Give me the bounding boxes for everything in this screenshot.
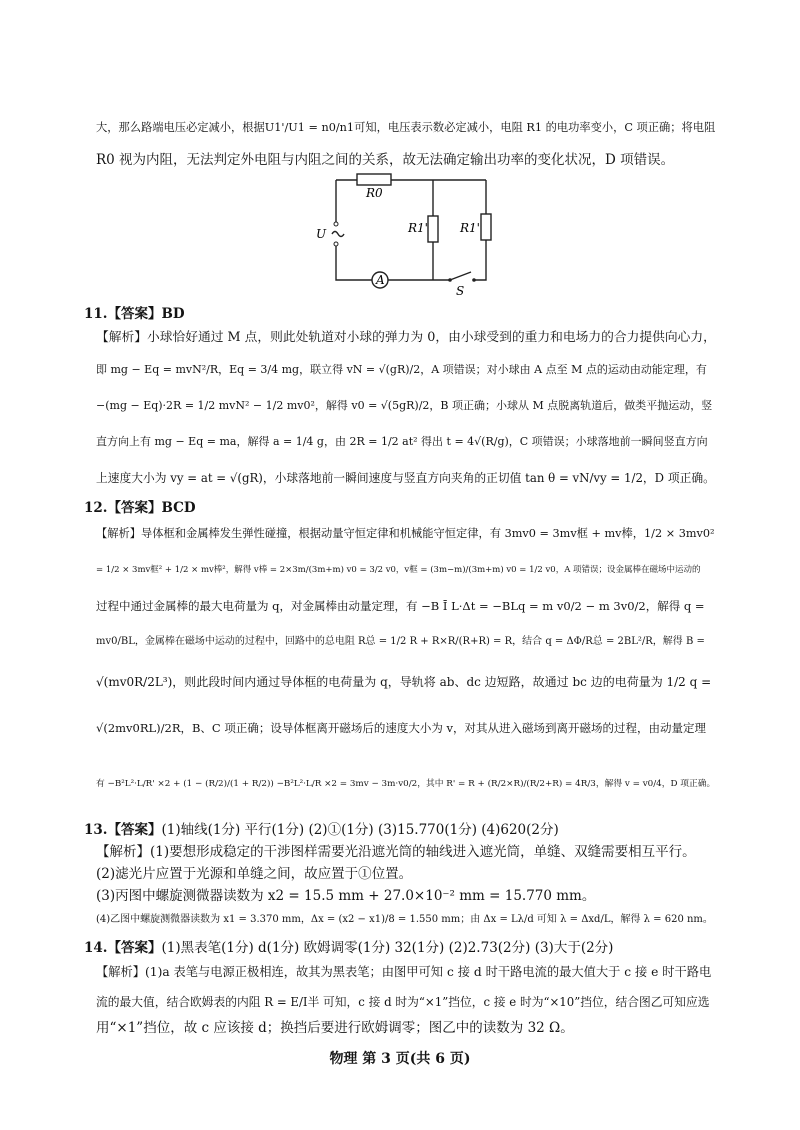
- q14-answer-values: (1)黑表笔(1分) d(1分) 欧姆调零(1分) 32(1分) (2)2.73(2分) (3)大于(2分): [161, 940, 614, 956]
- q13-answer-values: (1)轴线(1分) 平行(1分) (2)①(1分) (3)15.770(1分) (4)620(2分): [161, 822, 559, 838]
- label-u: U: [316, 227, 327, 241]
- q14-line-3: 用“×1”挡位，故 c 应该接 d；换挡后要进行欧姆调零；图乙中的读数为 32 Ω。: [96, 1020, 574, 1036]
- resistor-r0: [357, 174, 391, 185]
- q11-line-2: 即 mg − Eq = mvN²/R，Eq = 3/4 mg，联立得 vN = √(gR)/2，A 项错误；对小球由 A 点至 M 点的运动由动能定理，有: [96, 363, 707, 376]
- q12-line-7: 有 −B²L²·L/R' ×2 + (1 − (R/2)/(1 + R/2)) −B²L²·L/R ×2 = 3mv − 3m·v0/2，其中 R' = R + (R/2×R)/(R/2+R) = 4R/3，解得 v = v0/4，D 项正确。: [96, 779, 716, 789]
- q10-line-1: 大，那么路端电压必定减小，根据U1'/U1 = n0/n1可知，电压表示数必定减小，电阻 R1 的电功率变小，C 项正确；将电阻: [96, 121, 716, 134]
- q11-line-3: −(mg − Eq)·2R = 1/2 mvN² − 1/2 mv0²，解得 v0 = √(5gR)/2，B 项正确；小球从 M 点脱离轨道后，做类平抛运动，竖: [96, 399, 713, 412]
- label-ammeter: A: [376, 273, 385, 287]
- q13-line-2: (2)滤光片应置于光源和单缝之间，故应置于①位置。: [96, 866, 413, 882]
- q12-line-3: 过程中通过金属棒的最大电荷量为 q，对金属棒由动量定理，有 −B Ī L·Δt = −BLq = m v0/2 − m 3v0/2，解得 q =: [96, 599, 705, 613]
- q13-answer-row: [84, 820, 559, 840]
- q13-line-4: (4)乙图中螺旋测微器读数为 x1 = 3.370 mm，Δx = (x2 − x1)/8 = 1.550 mm；由 Δx = Lλ/d 可知 λ = Δxd/L，解得 λ = 620 nm。: [96, 914, 713, 925]
- q11-line-1: 【解析】小球恰好通过 M 点，则此处轨道对小球的弹力为 0，由小球受到的重力和电场力的合力提供向心力，: [96, 330, 716, 345]
- q14-answer-tag: 14.【答案】: [84, 940, 162, 956]
- q13-line-1: 【解析】(1)要想形成稳定的干涉图样需要光沿遮光筒的轴线进入遮光筒，单缝、双缝需要相互平行。: [96, 844, 696, 860]
- label-r1b: R1': [460, 221, 480, 235]
- q11-answer: 11.【答案】BD: [84, 306, 185, 322]
- q12-answer: 12.【答案】BCD: [84, 500, 196, 516]
- q11-line-5: 上速度大小为 vy = at = √(gR)，小球落地前一瞬间速度与竖直方向夹角的正切值 tan θ = vN/vy = 1/2，D 项正确。: [96, 471, 715, 485]
- q12-line-4: mv0/BL，金属棒在磁场中运动的过程中，回路中的总电阻 R总 = 1/2 R + R×R/(R+R) = R，结合 q = ΔΦ/R总 = 2BL²/R，解得 B =: [96, 636, 705, 647]
- q12-line-6: √(2mv0RL)/2R，B、C 项正确；设导体框离开磁场后的速度大小为 v，对其从进入磁场到离开磁场的过程，由动量定理: [96, 721, 707, 735]
- q14-line-2: 流的最大值，结合欧姆表的内阻 R = E/I半 可知，c 接 d 时为“×1”挡位，c 接 e 时为“×10”挡位，结合图乙可知应选: [96, 995, 710, 1009]
- q13-answer-tag: 13.【答案】: [84, 822, 162, 838]
- q14-answer-row: [84, 938, 613, 958]
- page-footer: 物理 第 3 页(共 6 页): [329, 1051, 471, 1067]
- q13-line-3: (3)丙图中螺旋测微器读数为 x2 = 15.5 mm + 27.0×10⁻² mm = 15.770 mm。: [96, 888, 596, 904]
- q12-line-1: 【解析】导体框和金属棒发生弹性碰撞，根据动量守恒定律和机械能守恒定律，有 3mv0 = 3mv框 + mv棒，1/2 × 3mv0²: [96, 527, 715, 540]
- circuit-diagram: [300, 168, 500, 298]
- label-r0: R0: [366, 186, 383, 200]
- resistor-r1b: [481, 214, 491, 240]
- switch-s: [450, 272, 471, 280]
- q10-line-2: R0 视为内阻，无法判定外电阻与内阻之间的关系，故无法确定输出功率的变化状况，D 项错误。: [96, 152, 675, 168]
- q12-line-5: √(mv0R/2L³)，则此段时间内通过导体框的电荷量为 q，导轨将 ab、dc 边短路，故通过 bc 边的电荷量为 1/2 q =: [96, 675, 712, 689]
- label-switch: S: [456, 284, 465, 298]
- q12-line-2: = 1/2 × 3mv框² + 1/2 × mv棒²，解得 v棒 = 2×3m/(3m+m) v0 = 3/2 v0，v框 = (3m−m)/(3m+m) v0 = 1/2 v0，A 项错误；设金属棒在磁场中运动的: [96, 565, 701, 575]
- label-r1a: R1': [408, 221, 428, 235]
- resistor-r1a: [428, 216, 438, 242]
- q14-line-1: 【解析】(1)a 表笔与电源正极相连，故其为黑表笔；由图甲可知 c 接 d 时干路电流的最大值大于 c 接 e 时干路电: [96, 965, 712, 979]
- q11-line-4: 直方向上有 mg − Eq = ma，解得 a = 1/4 g，由 2R = 1/2 at² 得出 t = 4√(R/g)，C 项错误；小球落地前一瞬间竖直方向: [96, 435, 708, 448]
